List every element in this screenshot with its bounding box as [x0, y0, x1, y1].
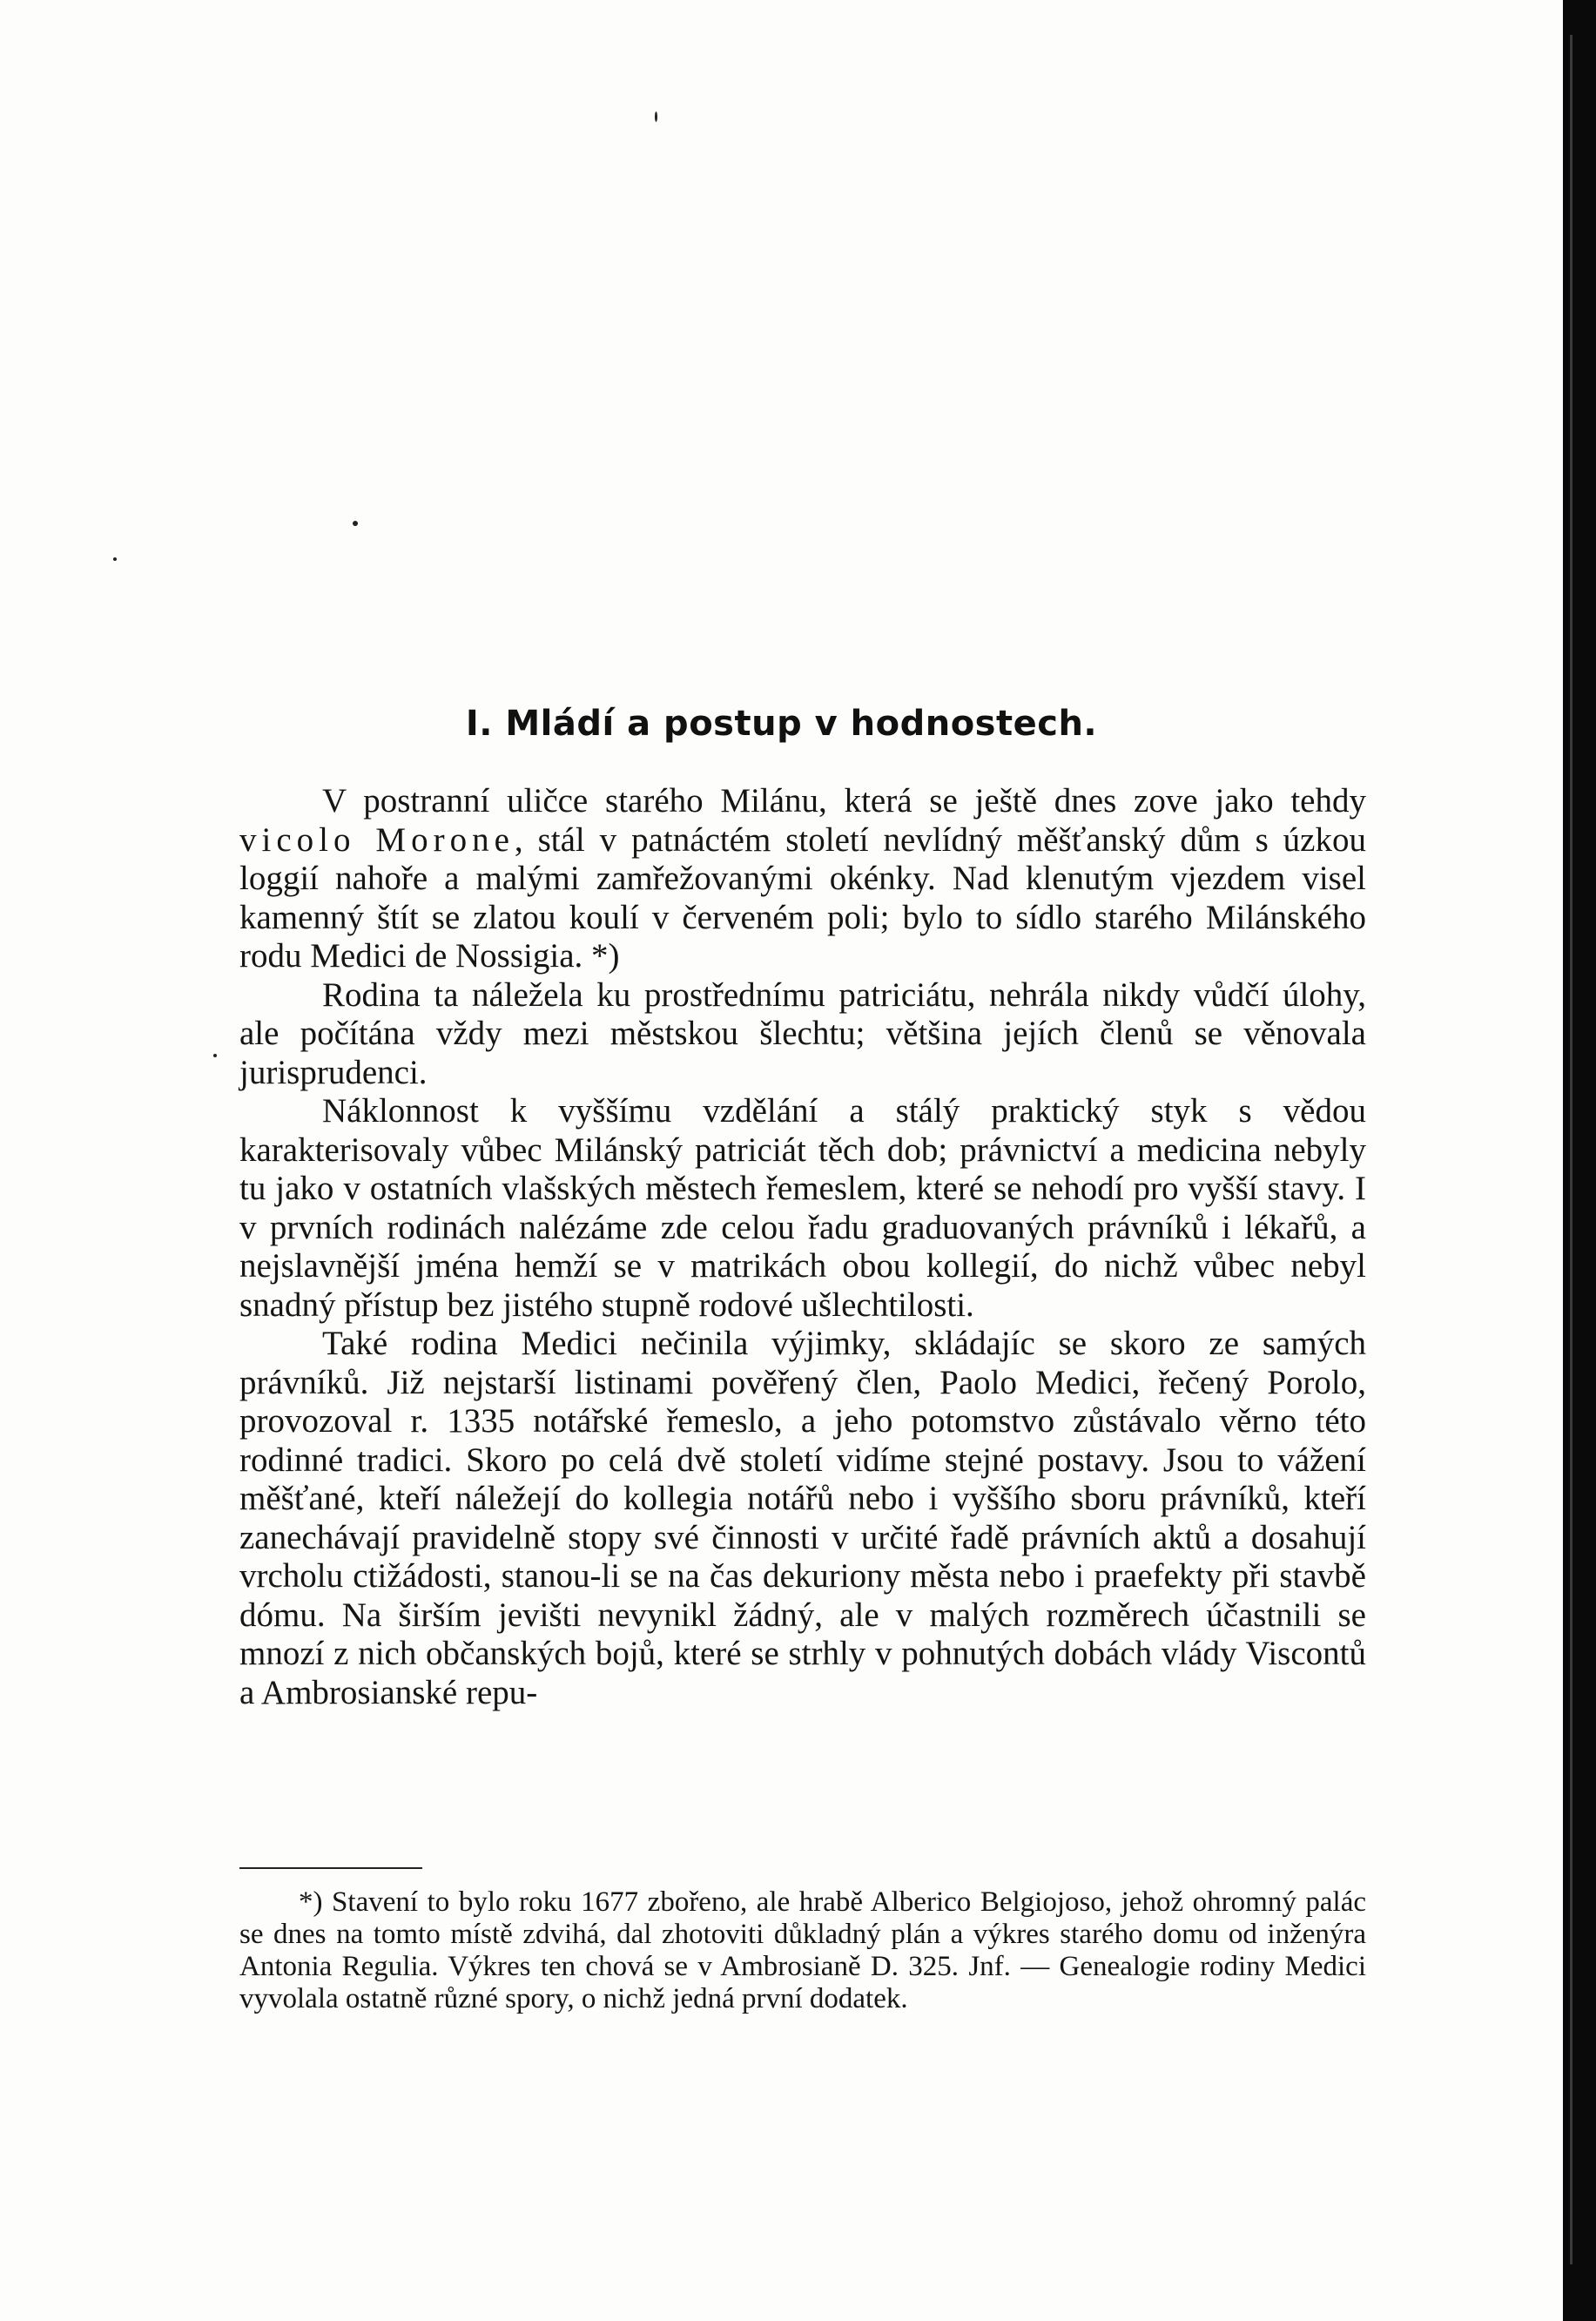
paper-speck	[353, 521, 358, 526]
paragraph: Rodina ta náležela ku prostřednímu patriciátu, nehrála nikdy vůdčí úlohy, ale počítána vždy mezi městskou šlechtu; většina jejích členů se věnovala jurisprudenci.	[239, 975, 1366, 1091]
paragraph	[239, 782, 1366, 976]
scan-edge	[1563, 0, 1596, 2321]
paper-speck	[655, 111, 657, 122]
paragraph: Náklonnost k vyššímu vzdělání a stálý praktický styk s vědou karakterisovaly vůbec Milánský patriciát těch dob; právnictví a medicina nebyly tu jako v ostatních vlašských městech řemeslem, které se nehodí pro vyšší stavy. I v prvních rodinách nalézáme zde celou řadu graduovaných právníků i lékařů, a nejslavnější jména hemží se v matrikách obou kollegií, do nichž vůbec nebyl snadný přístup bez jistého stupně rodové ušlechtilosti.	[239, 1092, 1366, 1324]
footnote: *) Stavení to bylo roku 1677 zbořeno, ale hrabě Alberico Belgiojoso, jehož ohromný palác se dnes na tomto místě zdvihá, dal zhotoviti důkladný plán a výkres starého domu od inženýra Antonia Regulia. Výkres ten chová se v Ambrosianě D. 325. Jnf. — Genealogie rodiny Medici vyvolala ostatně různé spory, o nichž jedná první dodatek.	[239, 1886, 1366, 2014]
chapter-heading: I. Mládí a postup v hodnostech.	[465, 704, 1098, 744]
chapter-body	[239, 782, 1366, 1712]
paper-speck	[213, 1054, 217, 1057]
paragraph-text: V postranní uličce starého Milánu, která se ještě dnes zove jako tehdy	[322, 782, 1366, 820]
footnote-divider	[239, 1867, 422, 1869]
spaced-street-name: vicolo Morone	[239, 820, 515, 859]
paragraph-text: , stál v patnáctém století nevlídný měšťanský dům s úzkou loggií nahoře a malými zamřežovanými okénky. Nad klenutým vjezdem visel kamenný štít se zlatou koulí v červeném poli; bylo to sídlo starého Milánského rodu Medici de Nossigia. *)	[239, 820, 1366, 975]
paragraph: Také rodina Medici nečinila výjimky, skládajíc se skoro ze samých právníků. Již nejstarší listinami pověřený člen, Paolo Medici, řečený Porolo, provozoval r. 1335 notářské řemeslo, a jeho potomstvo zůstávalo věrno této rodinné tradici. Skoro po celá dvě století vidíme stejné postavy. Jsou to vážení měšťané, kteří náležejí do kollegia notářů nebo i vyššího sboru právníků, kteří zanechávají pravidelně stopy své činnosti v určité řadě právních aktů a dosahují vrcholu ctižádosti, stanou-li se na čas dekuriony města nebo i praefekty při stavbě dómu. Na širším jevišti nevynikl žádný, ale v malých rozměrech účastnili se mnozí z nich občanských bojů, které se strhly v pohnutých dobách vlády Viscontů a Ambrosianské repu-	[239, 1325, 1366, 1711]
scan-edge-streak	[1570, 35, 1572, 2264]
paper-speck	[113, 557, 117, 561]
